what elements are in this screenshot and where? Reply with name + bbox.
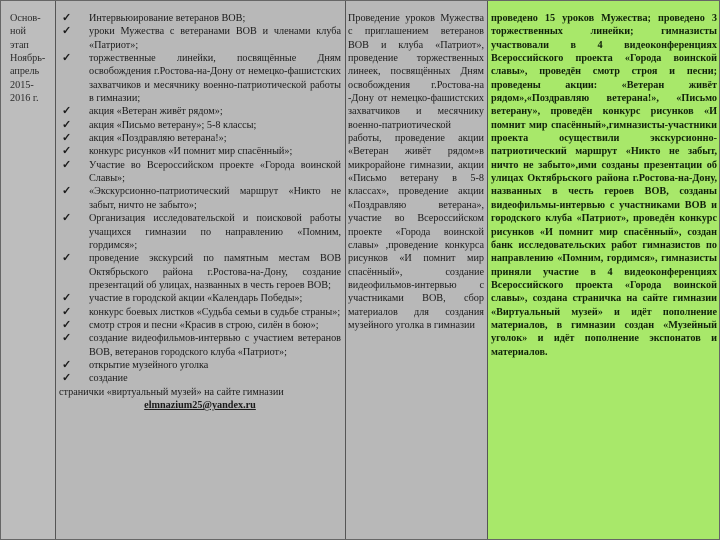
activity-item-text: акция «Письмо ветерану»; 5-8 классы; (89, 119, 257, 131)
activity-item-text: уроки Мужества с ветеранами ВОВ и членами клуба «Патриот»; (89, 26, 341, 51)
activity-item (59, 159, 341, 186)
activity-item-text: открытие музейного уголка (89, 359, 209, 371)
activity-item-text: проведение экскурсий по памятным местам ВОВ Октябрьского района г.Ростова-на-Дону, создание презентаций об улицах, названных в честь героев ВОВ; (89, 253, 341, 291)
stage-line: Основ- (10, 13, 41, 24)
stage-line: 2016 г. (10, 93, 39, 105)
stage-line: Ноябрь- (10, 53, 46, 65)
content-text: Проведение уроков Мужества с приглашением ветеранов ВОВ и клуба «Патриот», проведение торжественных линеек, посвящённых Дням освобождения г.Ростова-на -Дону от немецко-фашистских захватчиков и месячнику военно-патриотической работы, проведение акции «Ветеран живёт рядом»в микрорайоне гимназии, акции «Письмо ветерану в 5-8 классах», проведение акции «Поздравляю ветерана», участие во Всероссийском проекте «Города воинской славы» ,проведение конкурса рисунков «И помнит мир спасённый», создание видеофильмов-интервью с участниками ВОВ, сбор материалов для создания музейного уголка в гимназии (348, 13, 484, 331)
activity-item-text: создание видеофильмов-интервью с участием ветеранов ВОВ, ветеранов городского клуба «Патриот»; (89, 333, 341, 358)
stage-line: 2015- (10, 79, 34, 91)
stage-line: апрель (10, 66, 40, 78)
checkmark-icon: ✓ (62, 305, 72, 318)
checkmark-icon: ✓ (62, 105, 72, 118)
activity-item (59, 52, 341, 105)
activities-checklist (59, 12, 341, 386)
activity-item (59, 372, 341, 385)
activities-tail-text: странички «виртуальный музей» на сайте гимназии (59, 386, 284, 398)
activity-item-text: смотр строя и песни «Красив в строю, силён в бою»; (89, 319, 319, 331)
activity-item (59, 319, 341, 332)
activity-item-text: «Экскурсионно-патриотический маршрут «Никто не забыт, ничто не забыто»; (89, 186, 341, 211)
activities-column (56, 0, 346, 540)
activity-item (59, 332, 341, 359)
activity-item (59, 119, 341, 132)
activity-item (59, 12, 341, 25)
checkmark-icon: ✓ (62, 158, 72, 171)
stage-column (0, 0, 56, 540)
stage-line: этап (10, 39, 29, 51)
activity-item (59, 292, 341, 305)
activity-item (59, 132, 341, 145)
checkmark-icon: ✓ (62, 372, 72, 385)
activity-item-text: Организация исследовательской и поисковой работы учащихся гимназии по направлению «Помним, гордимся»; (89, 213, 341, 251)
activity-item-text: торжественные линейки, посвящённые Дням освобождения г.Ростова-на-Дону от немецко-фашистских захватчиков и месячнику военно-патриотической работы в гимназии; (89, 53, 341, 105)
checkmark-icon: ✓ (62, 25, 72, 38)
activity-item-text: конкурс рисунков «И помнит мир спасённый»; (89, 146, 293, 158)
results-text: проведено 15 уроков Мужества; проведено 3 торжественных линейки; гимназисты участвовали в 4 видеоконференциях Всероссийского проекта «Города воинской славы», проведён смотр строя и песни; проведены акции: «Ветеран живёт рядом»,«Поздравляю ветерана!», «Письмо ветерану», проведён конкурс рисунков «И помнит мир спасённый»,гимназисты-участники проекта осуществили экскурсионно-патриотический маршрут «Никто не забыт, ничто не забыто»,ими созданы презентации об улицах Октябрьского района г.Ростова-на-Дону, названных в честь героев ВОВ, созданы видеофильмы-интервью с участниками ВОВ и городского клуба «Патриот», проведён конкурс рисунков «И помнит мир спасённый», создан банк исследовательских работ гимназистов по направлению «Помним, гордимся», гимназисты приняли участие в 4 видеоконференциях Всероссийского проекта «Города воинской славы», создана страничка на сайте гимназии «Виртуальный музей» и идёт пополнение материалов, в гимназии создан «Музейный уголок» и идёт пополнение экспонатов и материалов. (491, 13, 717, 358)
stage-line: ной (10, 26, 26, 38)
checkmark-icon: ✓ (62, 252, 72, 265)
activity-item-text: создание (89, 373, 128, 385)
content-column (346, 0, 488, 540)
activity-item (59, 212, 341, 252)
activity-item (59, 252, 341, 292)
activity-item-text: Участие во Всероссийском проекте «Города воинской Славы»; (89, 159, 341, 185)
checkmark-icon: ✓ (62, 292, 72, 305)
checkmark-icon: ✓ (62, 12, 72, 24)
checkmark-icon: ✓ (62, 132, 72, 145)
activity-item (59, 359, 341, 372)
checkmark-icon: ✓ (62, 212, 72, 225)
checkmark-icon: ✓ (62, 145, 72, 158)
activity-item-text: акция «Поздравляю ветерана!»; (89, 133, 227, 145)
checkmark-icon: ✓ (62, 318, 72, 331)
activity-item (59, 25, 341, 52)
email-link[interactable]: elmnazium25@yandex.ru (144, 399, 256, 411)
activity-item (59, 105, 341, 118)
activity-item (59, 185, 341, 212)
results-column (488, 0, 720, 540)
activity-item-text: акция «Ветеран живёт рядом»; (89, 106, 223, 118)
activity-item-text: Интервьюирование ветеранов ВОВ; (89, 13, 246, 24)
checkmark-icon: ✓ (62, 52, 72, 65)
checkmark-icon: ✓ (62, 118, 72, 131)
checkmark-icon: ✓ (62, 185, 72, 198)
activity-item-text: конкурс боевых листков «Судьба семьи в судьбе страны»; (89, 306, 341, 318)
activity-item (59, 306, 341, 319)
activity-item-text: участие в городской акции «Календарь Победы»; (89, 293, 303, 305)
checkmark-icon: ✓ (62, 332, 72, 345)
activity-item (59, 145, 341, 158)
checkmark-icon: ✓ (62, 358, 72, 371)
